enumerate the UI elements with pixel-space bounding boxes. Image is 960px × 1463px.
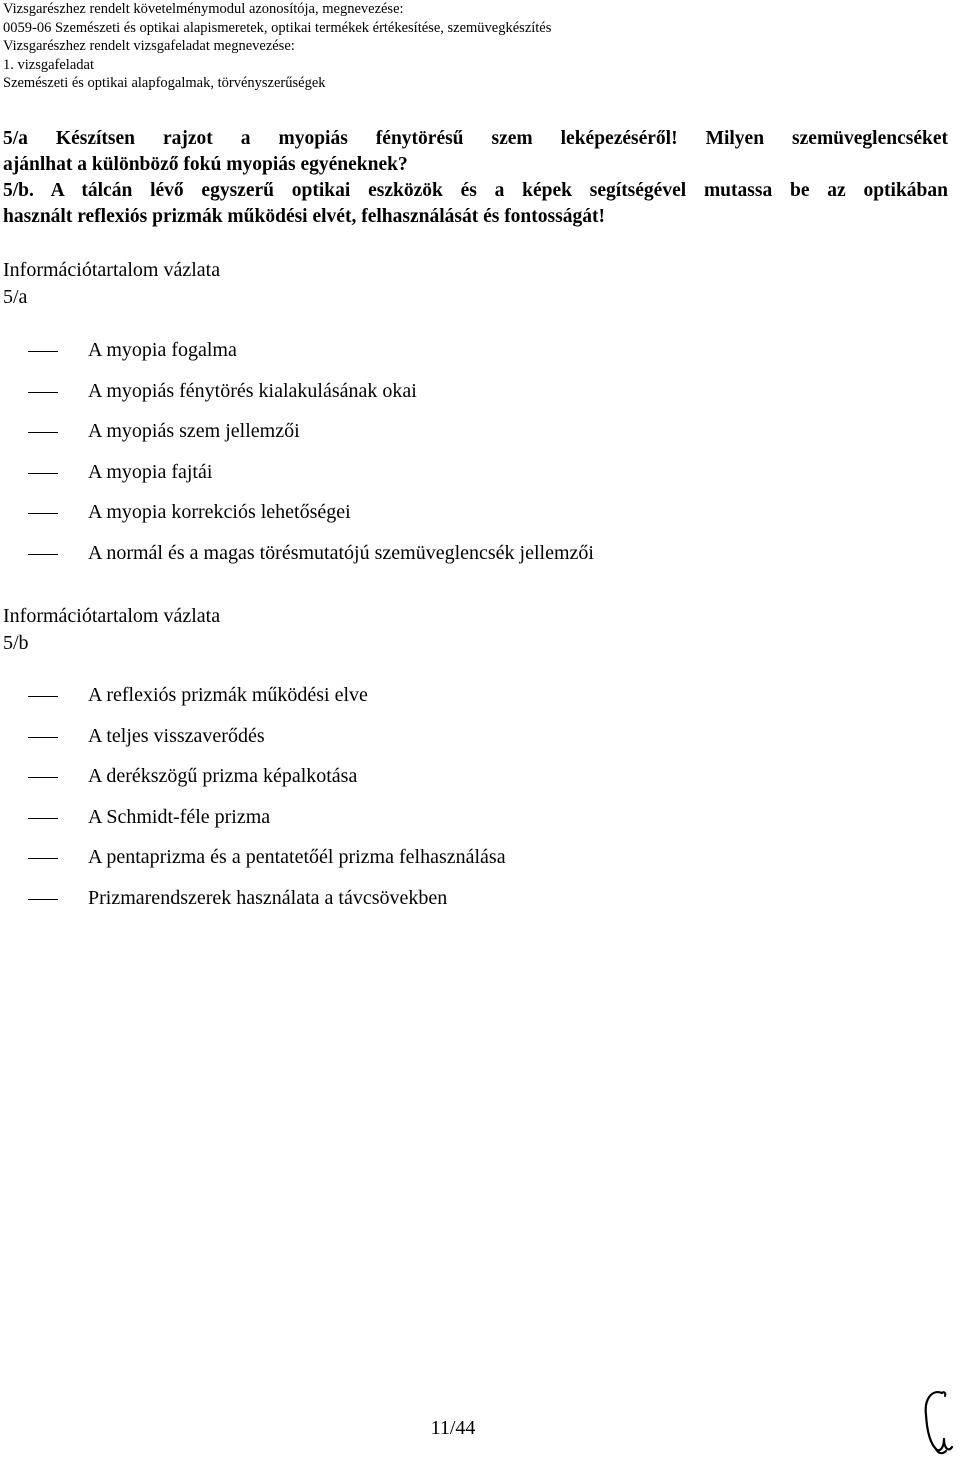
list-item-text: A myopia fajtái	[88, 460, 213, 483]
list-item-text: Prizmarendszerek használata a távcsövekben	[88, 886, 448, 909]
dash-bullet-icon	[28, 777, 58, 778]
section-a-list	[0, 337, 940, 580]
task-5a-line-2: ajánlhat a különböző fokú myopiás egyéneknek?	[3, 154, 408, 175]
header-task-number: 1. vizsgafeladat	[3, 56, 94, 73]
list-item	[0, 499, 940, 540]
list-item-text: A myopiás fénytörés kialakulásának okai	[88, 379, 417, 402]
dash-bullet-icon	[28, 473, 58, 474]
list-item	[0, 337, 940, 378]
dash-bullet-icon	[28, 696, 58, 697]
list-item	[0, 885, 940, 926]
signature-icon	[918, 1385, 958, 1457]
dash-bullet-icon	[28, 737, 58, 738]
task-5a-line-1: 5/a Készítsen rajzot a myopiás fénytörésű szem leképezéséről! Milyen szemüveglencséket	[3, 128, 948, 149]
header-module-label: Vizsgarészhez rendelt követelménymodul azonosítója, megnevezése:	[3, 1, 404, 17]
list-item	[0, 723, 940, 764]
section-a-label: 5/a	[3, 286, 28, 308]
list-item-text: A reflexiós prizmák működési elve	[88, 684, 368, 706]
list-item-text: A Schmidt-féle prizma	[88, 805, 271, 828]
list-item-text: A myopiás szem jellemzői	[88, 420, 300, 442]
dash-bullet-icon	[28, 818, 58, 819]
page-number: 11/44	[430, 1417, 476, 1439]
list-item	[0, 763, 940, 804]
list-item-text: A myopia fogalma	[88, 339, 237, 361]
list-item	[0, 418, 940, 459]
task-description	[3, 126, 948, 230]
list-item	[0, 844, 940, 885]
section-a-title: Információtartalom vázlata	[3, 259, 221, 281]
dash-bullet-icon	[28, 432, 58, 433]
list-item-text: A myopia korrekciós lehetőségei	[88, 501, 351, 523]
header-task-name: Szemészeti és optikai alapfogalmak, törvényszerűségek	[3, 75, 326, 92]
section-b-title: Információtartalom vázlata	[3, 605, 221, 627]
header-module-name: 0059-06 Szemészeti és optikai alapismeretek, optikai termékek értékesítése, szemüvegkészítés	[3, 19, 552, 36]
dash-bullet-icon	[28, 554, 58, 555]
list-item	[0, 682, 940, 723]
header-task-label: Vizsgarészhez rendelt vizsgafeladat megnevezése:	[3, 38, 295, 55]
list-item-text: A teljes visszaverődés	[88, 724, 265, 747]
list-item-text: A derékszögű prizma képalkotása	[88, 765, 358, 787]
dash-bullet-icon	[28, 351, 58, 352]
dash-bullet-icon	[28, 513, 58, 514]
list-item	[0, 804, 940, 845]
dash-bullet-icon	[28, 392, 58, 393]
task-5b-line-2: használt reflexiós prizmák működési elvét, felhasználását és fontosságát!	[3, 206, 605, 227]
task-5b-line-1: 5/b. A tálcán lévő egyszerű optikai eszközök és a képek segítségével mutassa be az optikában	[3, 180, 948, 201]
section-b-label: 5/b	[3, 632, 29, 654]
list-item-text: A pentaprizma és a pentatetőél prizma felhasználása	[88, 846, 506, 868]
list-item	[0, 378, 940, 419]
list-item-text: A normál és a magas törésmutatójú szemüveglencsék jellemzői	[88, 541, 594, 564]
document-header	[3, 0, 953, 93]
list-item	[0, 540, 940, 581]
dash-bullet-icon	[28, 858, 58, 859]
section-b-list	[0, 682, 940, 925]
list-item	[0, 459, 940, 500]
dash-bullet-icon	[28, 899, 58, 900]
